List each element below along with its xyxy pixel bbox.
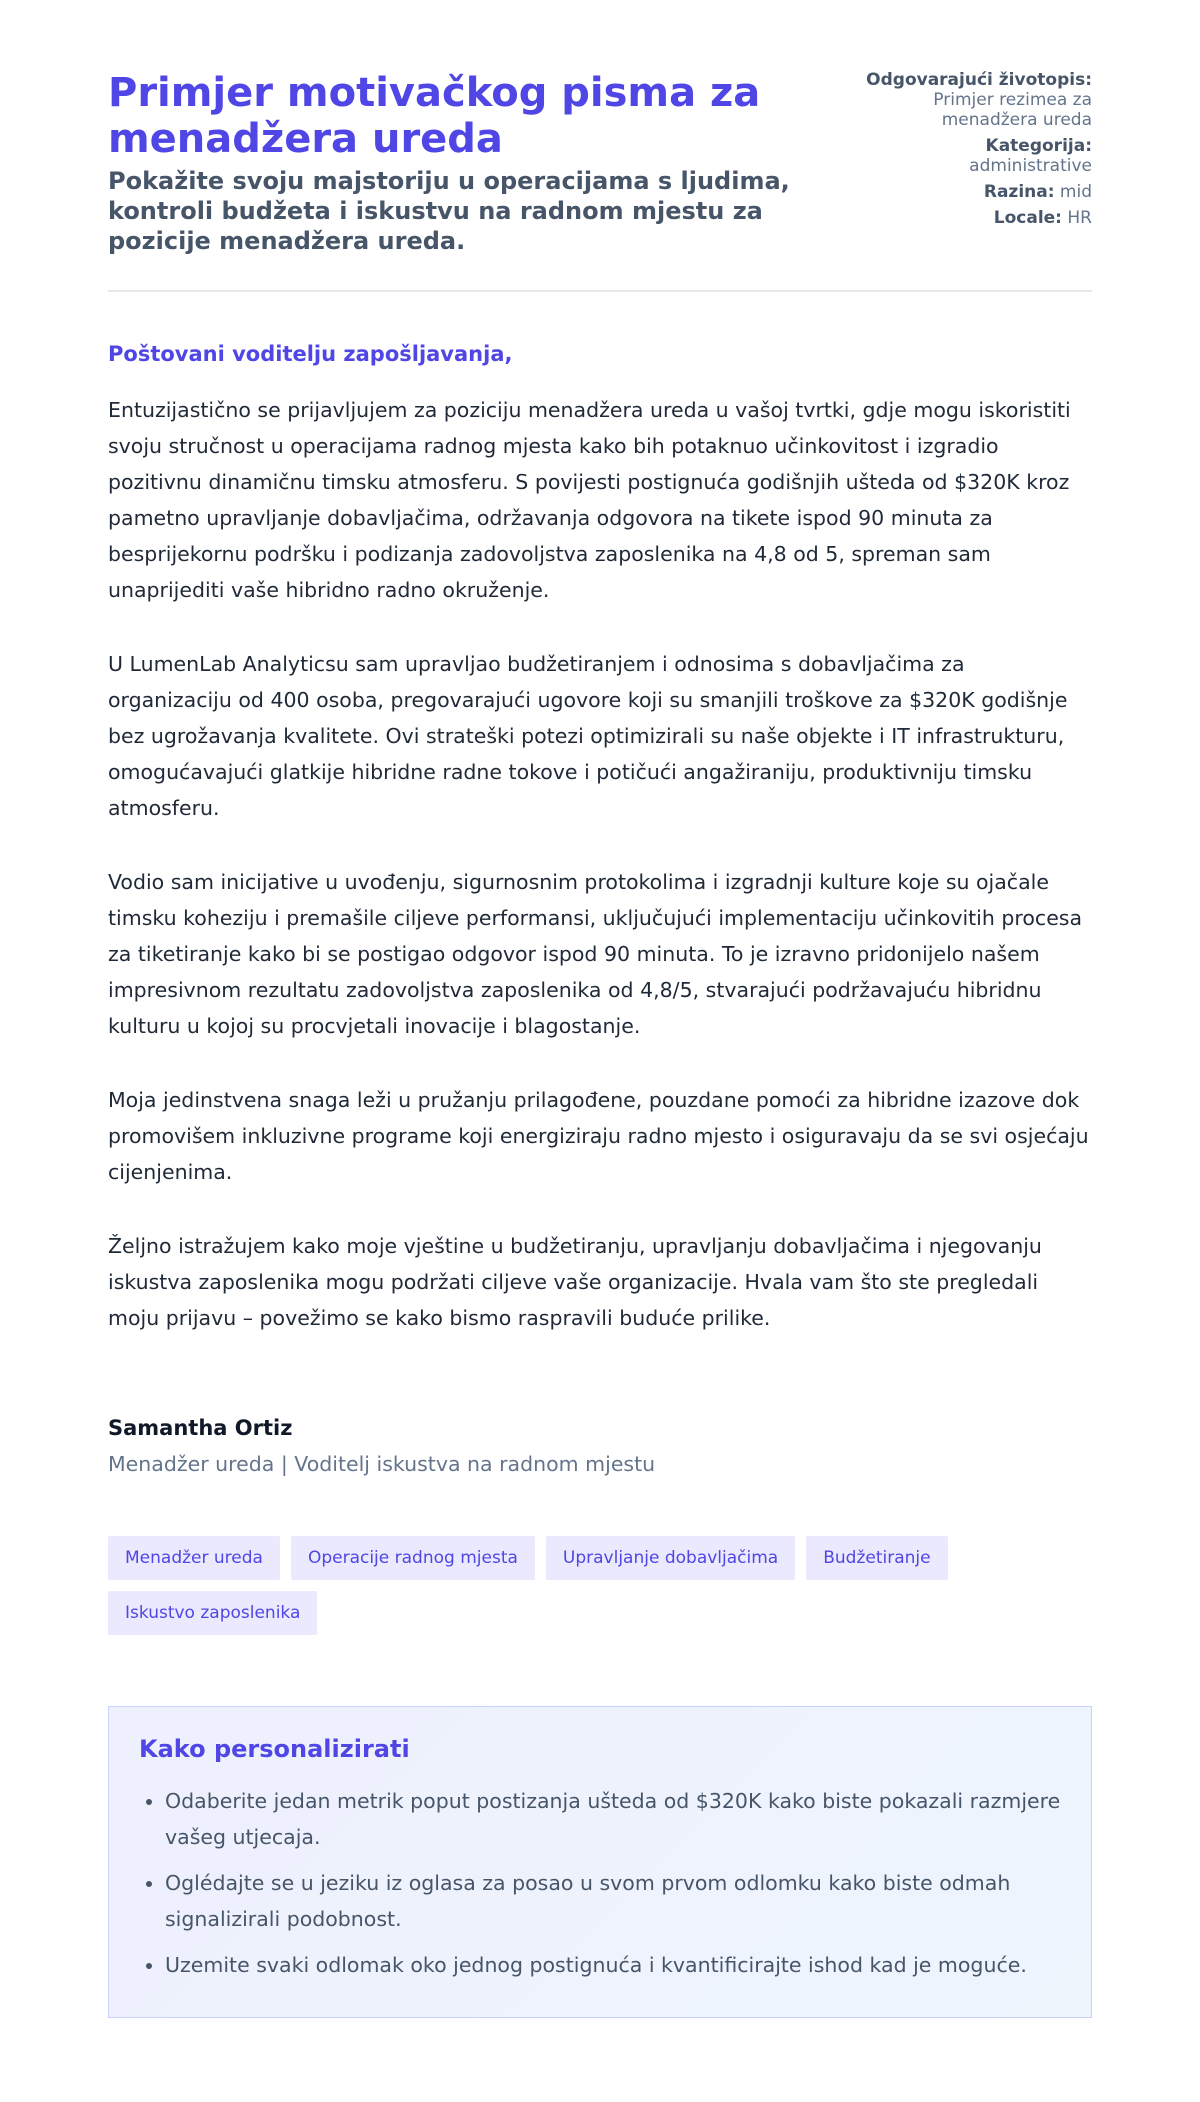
tag-chip: Operacije radnog mjesta [291,1536,535,1580]
page-subtitle: Pokažite svoju majstoriju u operacijama s ljudima, kontroli budžeta i iskustvu na radnom mjestu za pozicije menadžera ureda. [108,167,790,255]
letter-paragraph: U LumenLab Analyticsu sam upravljao budžetiranjem i odnosima s dobavljačima za organizaciju od 400 osoba, pregovarajući ugovore koji su smanjili troškove za $320K godišnje bez ugrožavanja kvalitete. Ovi strateški potezi optimizirali su naše objekte i IT infrastrukturu, omogućavajući glatkije hibridne radne tokove i potičući angažiraniju, produktivniju timsku atmosferu. [108,652,1068,820]
letter-salutation: Poštovani voditelju zapošljavanja, [108,342,513,366]
meta-resume-value[interactable]: Primjer rezimea za menadžera ureda [933,90,1092,130]
tips-item: • Odaberite jedan metrik poput postizanja ušteda od $320K kako biste pokazali razmjere vašeg utjecaja. [165,1783,1061,1855]
tips-list [139,1783,1061,1983]
meta-level [863,182,1092,202]
meta-panel [863,70,1092,256]
meta-locale [863,208,1092,228]
signature-name: Samantha Ortiz [108,1416,293,1440]
meta-resume [863,70,1092,130]
letter-paragraph: Moja jedinstvena snaga leži u pružanju prilagođene, pouzdane pomoći za hibridne izazove dok promovišem inkluzivne programe koji energiziraju radno mjesto i osiguravaju da se svi osjećaju cijenjenima. [108,1088,1089,1184]
meta-category-label: Kategorija: [985,136,1092,156]
tag-chip: Iskustvo zaposlenika [108,1591,317,1635]
tag-chip: Budžetiranje [806,1536,947,1580]
meta-resume-label: Odgovarajući životopis: [866,70,1092,90]
meta-level-label: Razina: [983,182,1055,202]
tips-title: Kako personalizirati [139,1735,410,1763]
tag-chip: Upravljanje dobavljačima [546,1536,795,1580]
tag-chip: Menadžer ureda [108,1536,280,1580]
letter-paragraph: Entuzijastično se prijavljujem za poziciju menadžera ureda u vašoj tvrtki, gdje mogu iskoristiti svoju stručnost u operacijama radnog mjesta kako bih potaknuo učinkovitost i izgradio pozitivnu dinamičnu timsku atmosferu. S povijesti postignuća godišnjih ušteda od $320K kroz pametno upravljanje dobavljačima, održavanja odgovora na tikete ispod 90 minuta za besprijekornu podršku i podizanja zadovoljstva zaposlenika na 4,8 od 5, spreman sam unaprijediti vaše hibridno radno okruženje. [108,398,1071,602]
page-title: Primjer motivačkog pisma za menadžera ureda [108,70,761,162]
meta-category [863,136,1092,176]
page-header [108,0,1092,292]
meta-locale-value: HR [1067,208,1092,228]
meta-locale-label: Locale: [993,208,1062,228]
tag-list [108,1536,1008,1635]
title-block [108,70,863,256]
tips-item: • Uzemite svaki odlomak oko jednog postignuća i kvantificirajte ishod kad je moguće. [165,1947,1061,1983]
letter-paragraph: Vodio sam inicijative u uvođenju, sigurnosnim protokolima i izgradnji kulture koje su ojačale timsku koheziju i premašile ciljeve performansi, uključujući implementaciju učinkovitih procesa za tiketiranje kako bi se postigao odgovor ispod 90 minuta. To je izravno pridonijelo našem impresivnom rezultatu zadovoljstva zaposlenika od 4,8/5, stvarajući podržavajuću hibridnu kulturu u kojoj su procvjetali inovacije i blagostanje. [108,870,1083,1038]
signature-block [108,1416,1092,1476]
letter-body [108,392,1092,1336]
letter-paragraph: Željno istražujem kako moje vještine u budžetiranju, upravljanju dobavljačima i njegovanju iskustva zaposlenika mogu podržati ciljeve vaše organizacije. Hvala vam što ste pregledali moju prijavu – povežimo se kako bismo raspravili buduće prilike. [108,1234,1042,1330]
meta-category-value: administrative [969,156,1092,176]
tips-item: • Oglédajte se u jeziku iz oglasa za posao u svom prvom odlomku kako biste odmah signalizirali podobnost. [165,1865,1061,1937]
personalization-tips-box [108,1706,1092,2018]
signature-title: Menadžer ureda | Voditelj iskustva na radnom mjestu [108,1452,656,1476]
meta-level-value: mid [1059,182,1092,202]
